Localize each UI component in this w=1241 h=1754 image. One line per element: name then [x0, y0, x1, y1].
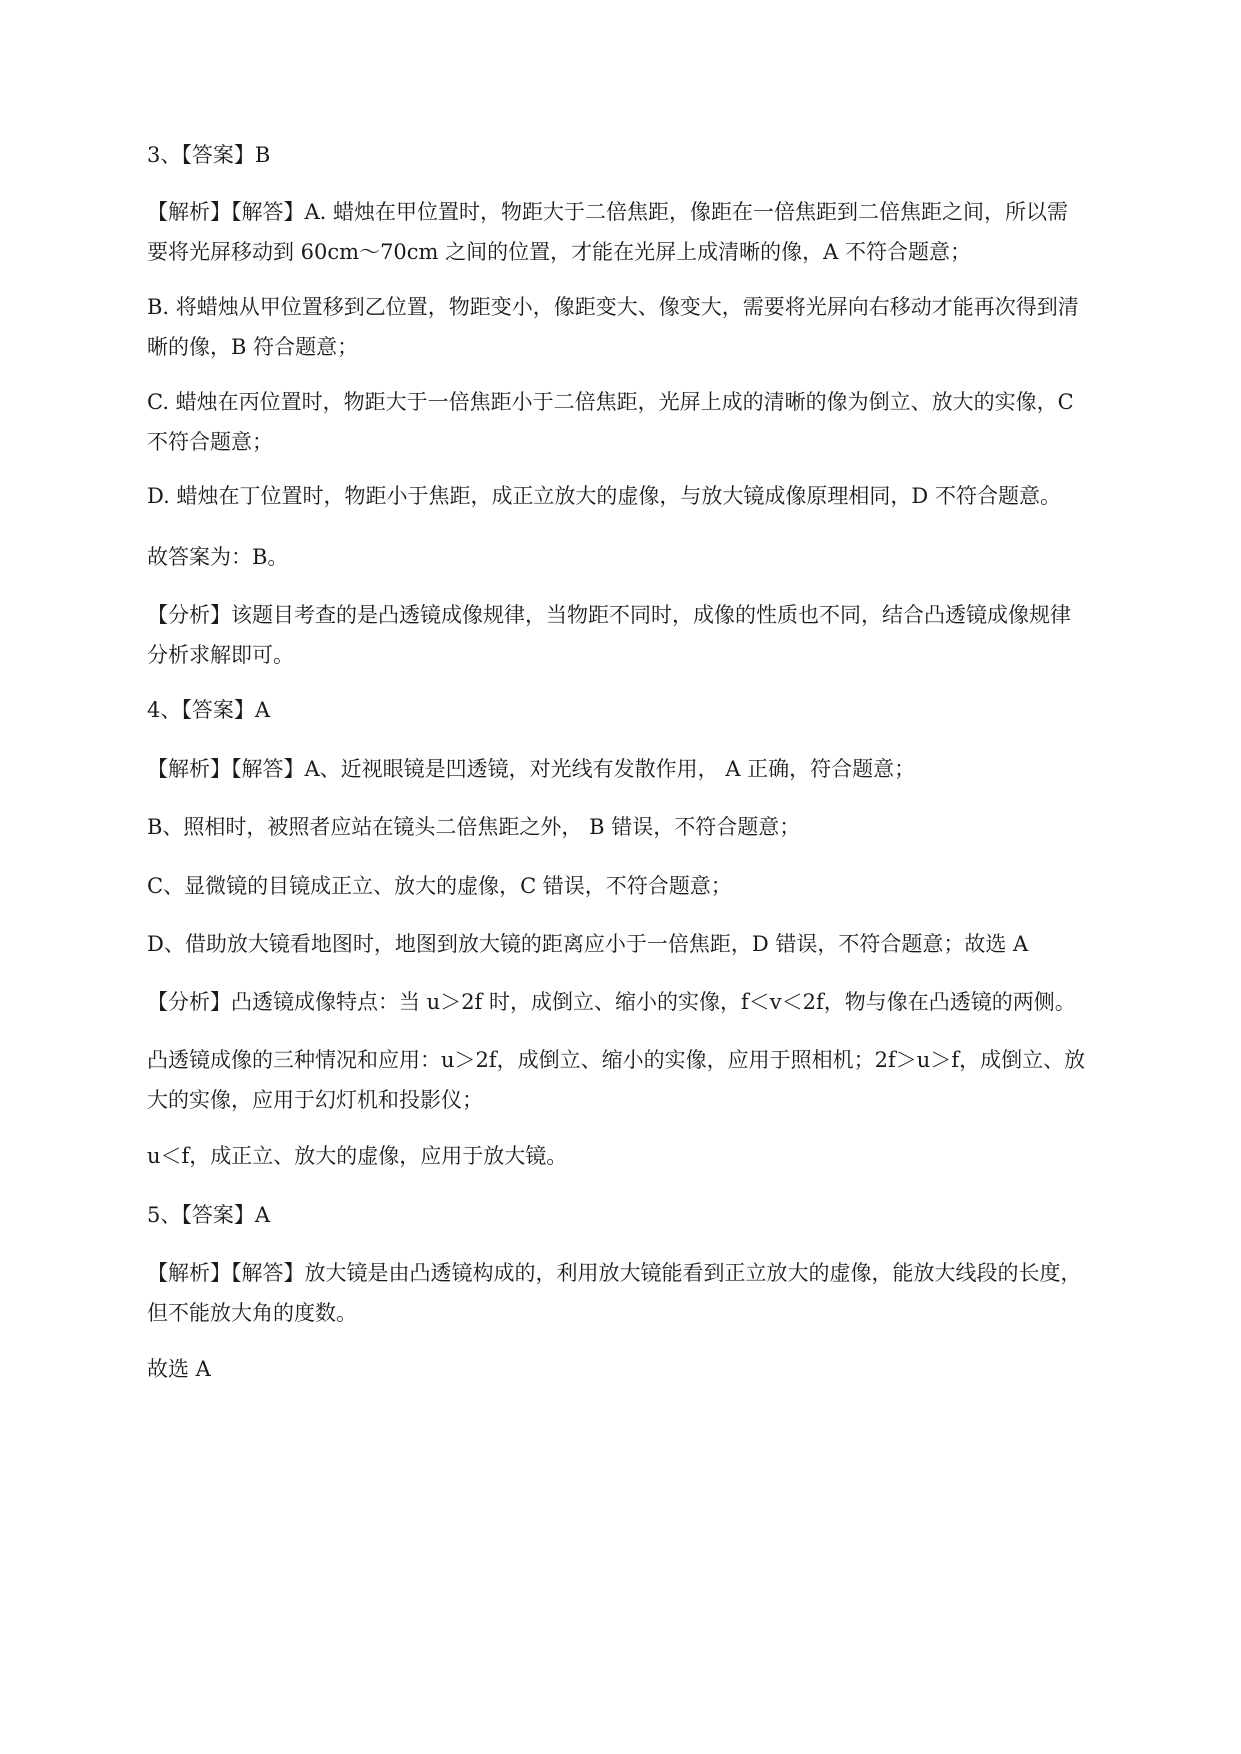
- q4-analysis: 【解析】【解答】A、近视眼镜是凹透镜，对光线有发散作用， A 正确，符合题意；: [147, 757, 916, 781]
- q5-analysis-line-2: 但不能放大角的度数。: [147, 1301, 357, 1325]
- q4-answer: 4、【答案】A: [147, 698, 271, 722]
- q3-analysis-line-2: 要将光屏移动到 60cm～70cm 之间的位置，才能在光屏上成清晰的像，A 不符合题意；: [147, 240, 971, 264]
- q3-option-c: [147, 382, 1147, 462]
- q4-summary-2: [147, 1040, 1147, 1120]
- q3-summary-line-1: 【分析】该题目考查的是凸透镜成像规律，当物距不同时，成像的性质也不同，结合凸透镜成像规律: [147, 603, 1071, 627]
- q3-summary: [147, 595, 1147, 675]
- q3-option-b: [147, 287, 1147, 367]
- q3-summary-line-2: 分析求解即可。: [147, 643, 294, 667]
- q3-option-c-line-2: 不符合题意；: [147, 430, 273, 454]
- q3-analysis: [147, 192, 1147, 272]
- q3-analysis-line-1: 【解析】【解答】A. 蜡烛在甲位置时，物距大于二倍焦距，像距在一倍焦距到二倍焦距之间，所以需: [147, 200, 1069, 224]
- q4-summary-2-line-1: 凸透镜成像的三种情况和应用：u＞2f，成倒立、缩小的实像，应用于照相机；2f＞u＞f，成倒立、放: [147, 1048, 1086, 1072]
- q3-option-d: D. 蜡烛在丁位置时，物距小于焦距，成正立放大的虚像，与放大镜成像原理相同，D 不符合题意。: [147, 484, 1061, 508]
- q5-answer: 5、【答案】A: [147, 1203, 271, 1227]
- q3-final-answer: 故答案为：B。: [147, 545, 289, 569]
- q4-summary-2-line-2: 大的实像，应用于幻灯机和投影仪；: [147, 1088, 483, 1112]
- q4-option-d: D、借助放大镜看地图时，地图到放大镜的距离应小于一倍焦距，D 错误，不符合题意；故选 A: [147, 932, 1029, 956]
- q3-option-b-line-1: B. 将蜡烛从甲位置移到乙位置，物距变小，像距变大、像变大，需要将光屏向右移动才能再次得到清: [147, 295, 1079, 319]
- q5-final-answer: 故选 A: [147, 1357, 211, 1381]
- q4-summary-1: 【分析】凸透镜成像特点：当 u＞2f 时，成倒立、缩小的实像，f＜v＜2f，物与像在凸透镜的两侧。: [147, 990, 1076, 1014]
- q4-option-c: C、显微镜的目镜成正立、放大的虚像，C 错误，不符合题意；: [147, 874, 732, 898]
- q5-analysis: [147, 1253, 1147, 1333]
- q3-option-b-line-2: 晰的像，B 符合题意；: [147, 335, 359, 359]
- q3-option-c-line-1: C. 蜡烛在丙位置时，物距大于一倍焦距小于二倍焦距，光屏上成的清晰的像为倒立、放大的实像，C: [147, 390, 1074, 414]
- q3-answer: 3、【答案】B: [147, 143, 271, 167]
- q5-analysis-line-1: 【解析】【解答】放大镜是由凸透镜构成的，利用放大镜能看到正立放大的虚像，能放大线段的长度，: [147, 1261, 1082, 1285]
- q4-summary-3: u＜f，成正立、放大的虚像，应用于放大镜。: [147, 1144, 568, 1168]
- q4-option-b: B、照相时，被照者应站在镜头二倍焦距之外， B 错误，不符合题意；: [147, 815, 801, 839]
